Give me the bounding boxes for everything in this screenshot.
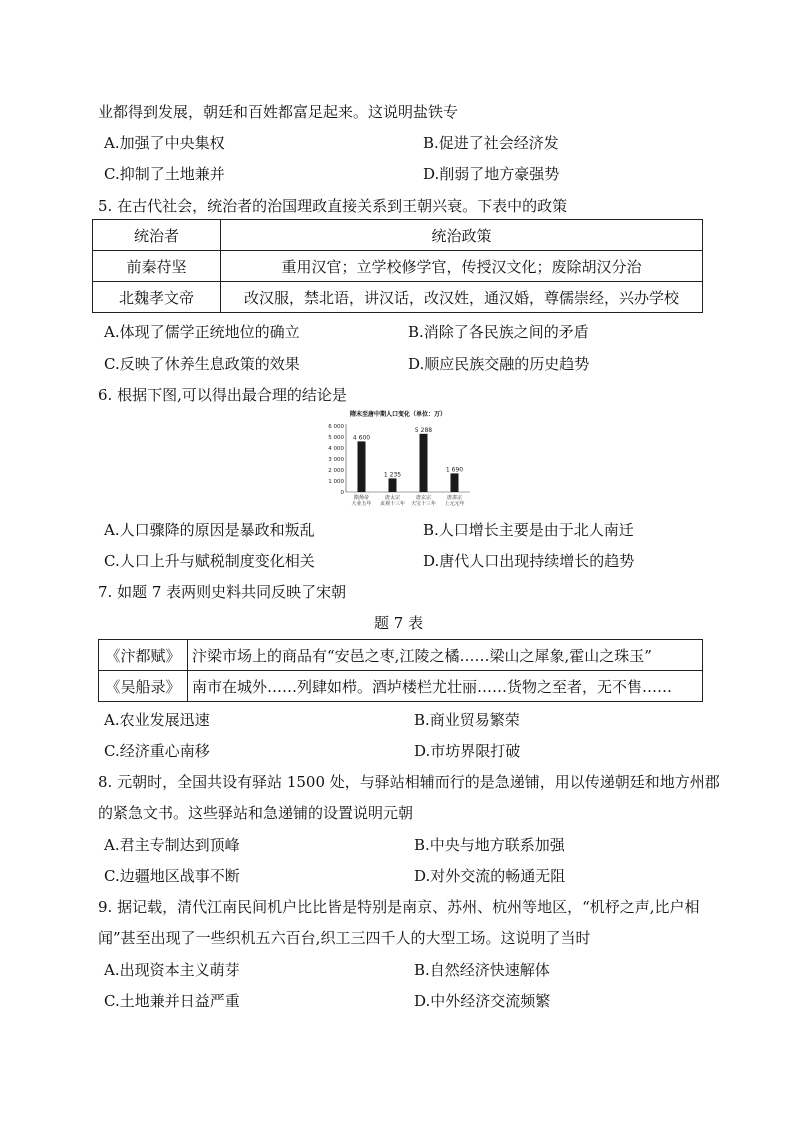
q5-option-d[interactable]: D.顺应民族交融的历史趋势 xyxy=(408,355,590,373)
q8-option-b[interactable]: B.中央与地方联系加强 xyxy=(414,836,565,854)
option-b[interactable]: B.促进了社会经济发 xyxy=(423,134,559,152)
q5-option-a[interactable]: A.体现了儒学正统地位的确立 xyxy=(104,323,300,341)
x-tick-label: 上元元年 xyxy=(444,501,465,507)
q6-option-d[interactable]: D.唐代人口出现持续增长的趋势 xyxy=(423,552,635,570)
question-5-stem: 5. 在古代社会，统治者的治国理政直接关系到王朝兴衰。下表中的政策 xyxy=(98,197,568,215)
option-c[interactable]: C.抑制了土地兼并 xyxy=(104,165,225,183)
population-bar-chart xyxy=(320,408,476,512)
table-caption: 题 7 表 xyxy=(374,614,424,632)
x-tick-label: 天宝十三年 xyxy=(410,501,437,507)
x-tick-label: 贞观十三年 xyxy=(379,501,406,507)
question-9-stem-line1: 9. 据记载，清代江南民间机户比比皆是特别是南京、苏州、杭州等地区，“机杼之声,比户相 xyxy=(98,898,700,916)
question-9-stem-line2: 闻”甚至出现了一些织机五六百台,织工三四千人的大型工场。这说明了当时 xyxy=(98,929,591,947)
q9-option-a[interactable]: A.出现资本主义萌芽 xyxy=(104,961,240,979)
data-label: 4 600 xyxy=(352,434,371,442)
x-tick-label: 唐玄宗 xyxy=(415,495,432,501)
q6-option-b[interactable]: B.人口增长主要是由于北人南迁 xyxy=(423,521,634,539)
q8-option-c[interactable]: C.边疆地区战事不断 xyxy=(104,867,240,885)
q7-option-a[interactable]: A.农业发展迅速 xyxy=(104,711,210,729)
y-tick-label: 3 000 xyxy=(328,457,344,463)
q9-option-b[interactable]: B.自然经济快速解体 xyxy=(414,961,550,979)
question-7-stem: 7. 如题 7 表两则史料共同反映了宋朝 xyxy=(98,583,347,601)
chart-svg xyxy=(320,408,476,512)
bar xyxy=(451,473,459,492)
y-tick-label: 0 xyxy=(340,490,344,496)
table-row xyxy=(93,251,703,282)
table-header-cell: 统治者 xyxy=(93,220,221,251)
x-tick-label: 隋炀帝 xyxy=(353,495,370,501)
table-cell: 《吴船录》 xyxy=(99,671,188,702)
table-row xyxy=(99,640,703,671)
table-cell: 汴梁市场上的商品有“安邑之枣,江陵之橘……梁山之犀象,霍山之珠玉” xyxy=(188,640,703,671)
table-cell: 前秦苻坚 xyxy=(93,251,221,282)
table-cell: 北魏孝文帝 xyxy=(93,282,221,313)
q7-source-table xyxy=(98,639,703,702)
option-a[interactable]: A.加强了中央集权 xyxy=(104,134,225,152)
table-cell: 改汉服，禁北语，讲汉话，改汉姓，通汉婚，尊儒崇经，兴办学校 xyxy=(221,282,703,313)
y-tick-label: 5 000 xyxy=(328,435,344,441)
q8-option-d[interactable]: D.对外交流的畅通无阻 xyxy=(414,867,566,885)
q6-option-c[interactable]: C.人口上升与赋税制度变化相关 xyxy=(104,552,315,570)
question-6-stem: 6. 根据下图,可以得出最合理的结论是 xyxy=(98,386,347,404)
q5-option-c[interactable]: C.反映了休养生息政策的效果 xyxy=(104,355,300,373)
option-d[interactable]: D.削弱了地方豪强势 xyxy=(423,165,560,183)
x-tick-label: 唐太宗 xyxy=(384,495,401,501)
table-cell: 南市在城外……列肆如栉。酒垆楼栏尤壮丽……货物之至者，无不售…… xyxy=(188,671,703,702)
question-8-stem-line1: 8. 元朝时，全国共设有驿站 1500 处，与驿站相辅而行的是急递铺，用以传递朝廷和地方州郡 xyxy=(98,773,720,791)
question-8-stem-line2: 的紧急文书。这些驿站和急递铺的设置说明元朝 xyxy=(98,804,414,822)
y-tick-label: 1 000 xyxy=(328,479,344,485)
data-label: 1 690 xyxy=(445,466,464,474)
table-cell: 重用汉官；立学校修学官，传授汉文化；废除胡汉分治 xyxy=(221,251,703,282)
question-stem-continuation: 业都得到发展，朝廷和百姓都富足起来。这说明盐铁专 xyxy=(98,103,459,121)
table-header-cell: 统治政策 xyxy=(221,220,703,251)
table-row xyxy=(93,282,703,313)
bar xyxy=(389,478,397,492)
data-label: 1 235 xyxy=(383,471,402,479)
q6-option-a[interactable]: A.人口骤降的原因是暴政和叛乱 xyxy=(104,521,315,539)
q8-option-a[interactable]: A.君主专制达到顶峰 xyxy=(104,836,240,854)
q5-policy-table xyxy=(92,219,703,313)
data-label: 5 288 xyxy=(414,426,433,434)
table-cell: 《汴都赋》 xyxy=(99,640,188,671)
q7-option-b[interactable]: B.商业贸易繁荣 xyxy=(414,711,520,729)
q9-option-d[interactable]: D.中外经济交流频繁 xyxy=(414,992,551,1010)
bar xyxy=(420,434,428,492)
x-tick-label: 大业五年 xyxy=(351,501,372,507)
q7-option-d[interactable]: D.市坊界限打破 xyxy=(414,742,521,760)
q5-option-b[interactable]: B.消除了各民族之间的矛盾 xyxy=(408,323,589,341)
q9-option-c[interactable]: C.土地兼并日益严重 xyxy=(104,992,240,1010)
y-tick-label: 2 000 xyxy=(328,468,344,474)
bar xyxy=(358,441,366,492)
y-tick-label: 4 000 xyxy=(328,446,344,452)
x-tick-label: 唐肃宗 xyxy=(446,495,463,501)
table-row xyxy=(99,671,703,702)
q7-option-c[interactable]: C.经济重心南移 xyxy=(104,742,210,760)
table-header-row xyxy=(93,220,703,251)
y-tick-label: 6 000 xyxy=(328,424,344,430)
chart-title: 隋末至唐中期人口变化（单位：万） xyxy=(349,411,447,418)
